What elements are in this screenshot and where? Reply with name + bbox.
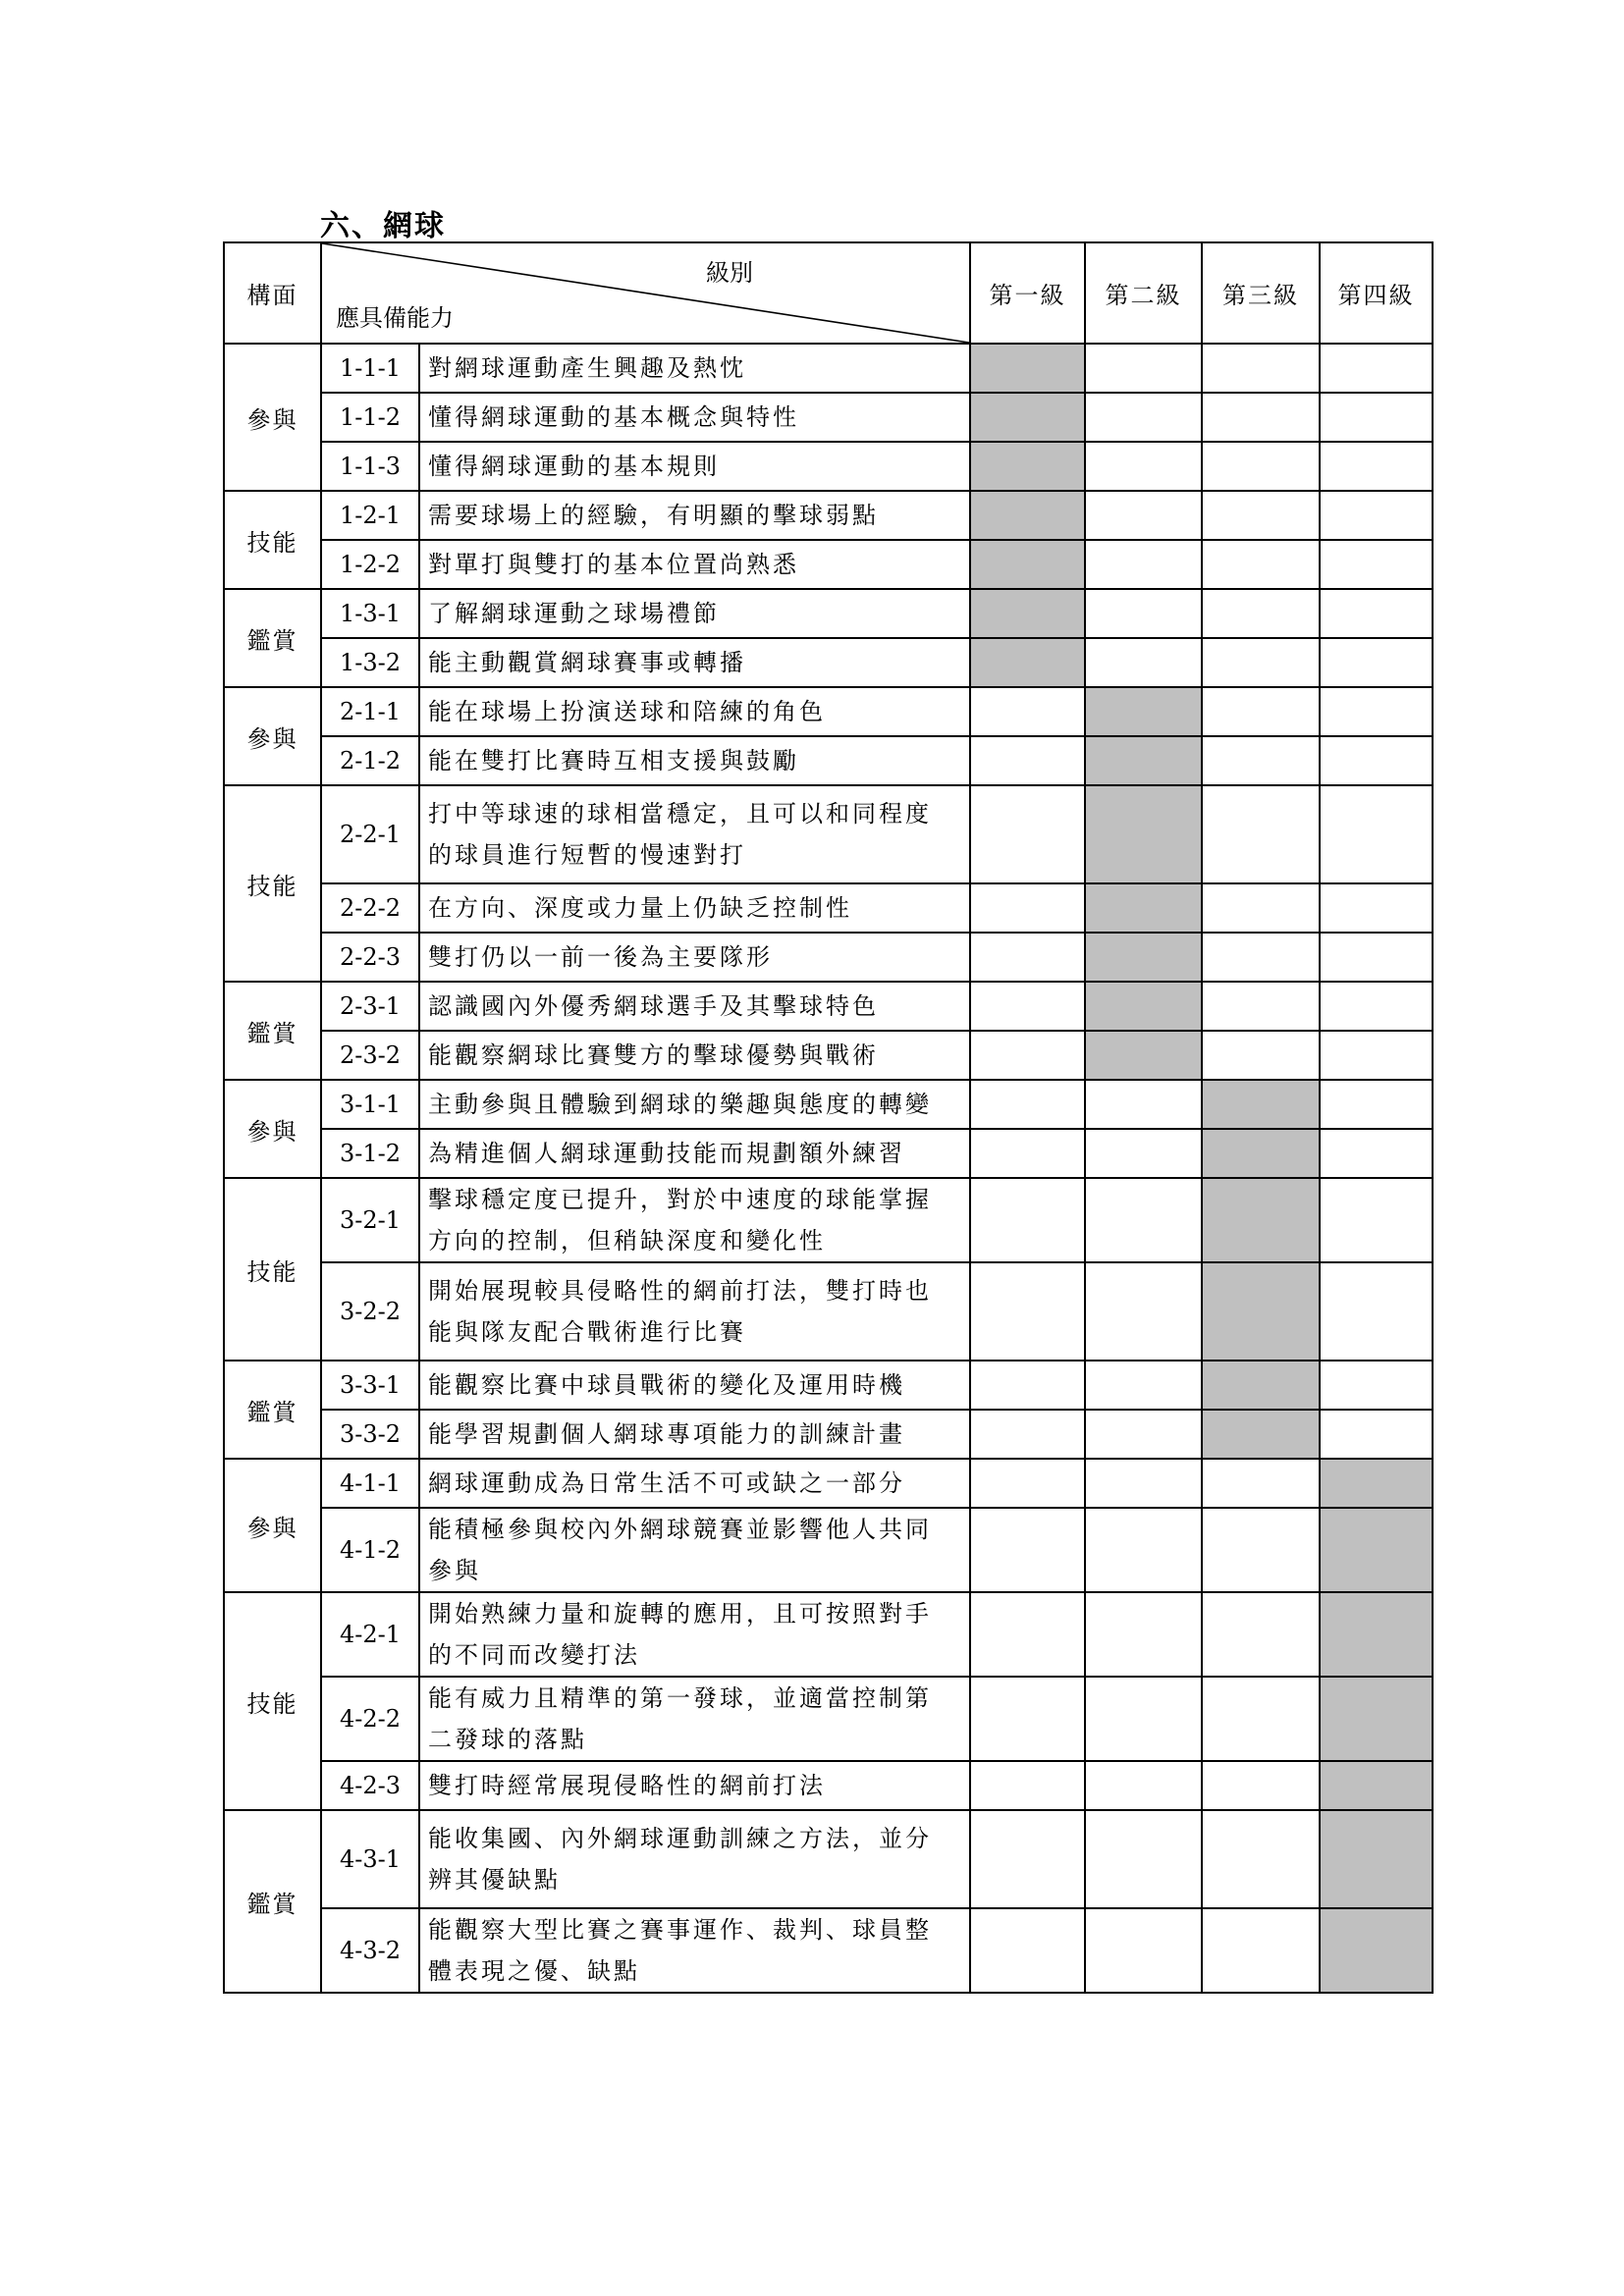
- level-3-cell: [1202, 1459, 1320, 1508]
- ability-code: 1-2-1: [321, 491, 419, 540]
- ability-code: 3-2-2: [321, 1262, 419, 1361]
- level-2-cell: [1085, 1810, 1202, 1908]
- table-row: [224, 638, 1433, 687]
- dimension-cell: 技能: [224, 1592, 321, 1810]
- table-row: [224, 1908, 1433, 1993]
- level-2-cell: [1085, 687, 1202, 736]
- level-1-cell: [970, 638, 1085, 687]
- ability-code: 2-3-2: [321, 1031, 419, 1080]
- level-3-cell: [1202, 589, 1320, 638]
- ability-code: 4-3-2: [321, 1908, 419, 1993]
- ability-description: 雙打仍以一前一後為主要隊形: [419, 933, 970, 982]
- ability-code: 2-1-2: [321, 736, 419, 785]
- ability-description: 對網球運動產生興趣及熱忱: [419, 344, 970, 393]
- level-1-cell: [970, 589, 1085, 638]
- ability-description: 擊球穩定度已提升，對於中速度的球能掌握方向的控制，但稍缺深度和變化性: [419, 1178, 970, 1262]
- level-1-cell: [970, 393, 1085, 442]
- table-row: [224, 883, 1433, 933]
- table-row: [224, 1361, 1433, 1410]
- dimension-cell: 參與: [224, 687, 321, 785]
- table-row: [224, 1508, 1433, 1592]
- header-ability-label: 應具備能力: [336, 304, 454, 332]
- ability-code: 2-3-1: [321, 982, 419, 1031]
- table-row: [224, 1031, 1433, 1080]
- level-4-cell: [1320, 540, 1433, 589]
- header-diagonal-cell: [321, 242, 970, 344]
- table-row: [224, 1459, 1433, 1508]
- level-4-cell: [1320, 687, 1433, 736]
- level-1-cell: [970, 1080, 1085, 1129]
- level-2-cell: [1085, 1908, 1202, 1993]
- level-4-cell: [1320, 1592, 1433, 1677]
- ability-code: 4-1-2: [321, 1508, 419, 1592]
- level-2-cell: [1085, 1410, 1202, 1459]
- ability-description: 能學習規劃個人網球專項能力的訓練計畫: [419, 1410, 970, 1459]
- level-3-cell: [1202, 933, 1320, 982]
- level-1-cell: [970, 1262, 1085, 1361]
- level-3-cell: [1202, 883, 1320, 933]
- level-4-cell: [1320, 1262, 1433, 1361]
- table-row: [224, 1080, 1433, 1129]
- level-3-cell: [1202, 736, 1320, 785]
- level-3-cell: [1202, 1592, 1320, 1677]
- ability-description: 認識國內外優秀網球選手及其擊球特色: [419, 982, 970, 1031]
- level-3-cell: [1202, 442, 1320, 491]
- ability-description: 懂得網球運動的基本概念與特性: [419, 393, 970, 442]
- ability-code: 1-1-3: [321, 442, 419, 491]
- level-4-cell: [1320, 1031, 1433, 1080]
- table-row: [224, 687, 1433, 736]
- level-2-cell: [1085, 442, 1202, 491]
- level-1-cell: [970, 1178, 1085, 1262]
- ability-description: 對單打與雙打的基本位置尚熟悉: [419, 540, 970, 589]
- level-2-cell: [1085, 1361, 1202, 1410]
- level-2-cell: [1085, 883, 1202, 933]
- ability-code: 2-2-2: [321, 883, 419, 933]
- level-1-cell: [970, 1810, 1085, 1908]
- level-4-cell: [1320, 1508, 1433, 1592]
- table-row: [224, 982, 1433, 1031]
- ability-description: 在方向、深度或力量上仍缺乏控制性: [419, 883, 970, 933]
- table-row: [224, 1810, 1433, 1908]
- table-row: [224, 1129, 1433, 1178]
- level-1-cell: [970, 540, 1085, 589]
- header-level-4: 第四級: [1320, 242, 1433, 344]
- level-2-cell: [1085, 638, 1202, 687]
- level-3-cell: [1202, 1262, 1320, 1361]
- ability-description: 能主動觀賞網球賽事或轉播: [419, 638, 970, 687]
- header-level-1: 第一級: [970, 242, 1085, 344]
- level-1-cell: [970, 736, 1085, 785]
- level-2-cell: [1085, 1031, 1202, 1080]
- ability-table: [223, 241, 1434, 1994]
- level-1-cell: [970, 1592, 1085, 1677]
- ability-description: 開始展現較具侵略性的網前打法，雙打時也能與隊友配合戰術進行比賽: [419, 1262, 970, 1361]
- level-2-cell: [1085, 1459, 1202, 1508]
- level-3-cell: [1202, 785, 1320, 883]
- level-1-cell: [970, 491, 1085, 540]
- dimension-cell: 參與: [224, 1080, 321, 1178]
- level-4-cell: [1320, 883, 1433, 933]
- dimension-cell: 參與: [224, 344, 321, 491]
- ability-code: 3-1-2: [321, 1129, 419, 1178]
- level-4-cell: [1320, 589, 1433, 638]
- level-1-cell: [970, 933, 1085, 982]
- ability-code: 1-2-2: [321, 540, 419, 589]
- level-1-cell: [970, 1410, 1085, 1459]
- level-4-cell: [1320, 933, 1433, 982]
- level-4-cell: [1320, 982, 1433, 1031]
- ability-code: 4-2-2: [321, 1677, 419, 1761]
- ability-description: 能觀察大型比賽之賽事運作、裁判、球員整體表現之優、缺點: [419, 1908, 970, 1993]
- ability-code: 1-1-2: [321, 393, 419, 442]
- level-2-cell: [1085, 1761, 1202, 1810]
- level-4-cell: [1320, 1410, 1433, 1459]
- level-1-cell: [970, 1459, 1085, 1508]
- ability-code: 4-1-1: [321, 1459, 419, 1508]
- level-3-cell: [1202, 1810, 1320, 1908]
- ability-code: 3-2-1: [321, 1178, 419, 1262]
- level-1-cell: [970, 883, 1085, 933]
- level-3-cell: [1202, 687, 1320, 736]
- level-2-cell: [1085, 393, 1202, 442]
- level-4-cell: [1320, 785, 1433, 883]
- level-2-cell: [1085, 491, 1202, 540]
- table-row: [224, 589, 1433, 638]
- level-4-cell: [1320, 638, 1433, 687]
- level-2-cell: [1085, 1677, 1202, 1761]
- ability-description: 能觀察網球比賽雙方的擊球優勢與戰術: [419, 1031, 970, 1080]
- level-3-cell: [1202, 1761, 1320, 1810]
- level-1-cell: [970, 344, 1085, 393]
- ability-description: 能在球場上扮演送球和陪練的角色: [419, 687, 970, 736]
- level-3-cell: [1202, 344, 1320, 393]
- level-4-cell: [1320, 1810, 1433, 1908]
- level-2-cell: [1085, 540, 1202, 589]
- ability-code: 3-3-1: [321, 1361, 419, 1410]
- ability-code: 2-2-3: [321, 933, 419, 982]
- dimension-cell: 參與: [224, 1459, 321, 1592]
- level-4-cell: [1320, 1178, 1433, 1262]
- ability-description: 懂得網球運動的基本規則: [419, 442, 970, 491]
- level-3-cell: [1202, 982, 1320, 1031]
- table-row: [224, 393, 1433, 442]
- ability-code: 1-3-1: [321, 589, 419, 638]
- level-3-cell: [1202, 638, 1320, 687]
- level-2-cell: [1085, 1592, 1202, 1677]
- table-row: [224, 491, 1433, 540]
- level-1-cell: [970, 1508, 1085, 1592]
- ability-code: 2-2-1: [321, 785, 419, 883]
- dimension-cell: 技能: [224, 491, 321, 589]
- ability-description: 為精進個人網球運動技能而規劃額外練習: [419, 1129, 970, 1178]
- ability-code: 1-3-2: [321, 638, 419, 687]
- level-2-cell: [1085, 1129, 1202, 1178]
- ability-code: 3-3-2: [321, 1410, 419, 1459]
- level-3-cell: [1202, 1129, 1320, 1178]
- table-row: [224, 1178, 1433, 1262]
- ability-description: 雙打時經常展現侵略性的網前打法: [419, 1761, 970, 1810]
- dimension-cell: 技能: [224, 785, 321, 982]
- level-1-cell: [970, 1031, 1085, 1080]
- level-1-cell: [970, 1361, 1085, 1410]
- level-3-cell: [1202, 1031, 1320, 1080]
- table-row: [224, 785, 1433, 883]
- level-4-cell: [1320, 1761, 1433, 1810]
- level-4-cell: [1320, 1908, 1433, 1993]
- level-2-cell: [1085, 1178, 1202, 1262]
- level-2-cell: [1085, 589, 1202, 638]
- ability-code: 1-1-1: [321, 344, 419, 393]
- level-3-cell: [1202, 1361, 1320, 1410]
- level-4-cell: [1320, 442, 1433, 491]
- level-2-cell: [1085, 1508, 1202, 1592]
- table-row: [224, 1592, 1433, 1677]
- level-3-cell: [1202, 1677, 1320, 1761]
- table-row: [224, 1761, 1433, 1810]
- level-3-cell: [1202, 491, 1320, 540]
- table-row: [224, 442, 1433, 491]
- ability-description: 能積極參與校內外網球競賽並影響他人共同參與: [419, 1508, 970, 1592]
- dimension-cell: 鑑賞: [224, 589, 321, 687]
- dimension-cell: 鑑賞: [224, 982, 321, 1080]
- level-2-cell: [1085, 785, 1202, 883]
- ability-code: 4-3-1: [321, 1810, 419, 1908]
- level-4-cell: [1320, 1080, 1433, 1129]
- ability-description: 開始熟練力量和旋轉的應用，且可按照對手的不同而改變打法: [419, 1592, 970, 1677]
- table-row: [224, 736, 1433, 785]
- level-2-cell: [1085, 1262, 1202, 1361]
- level-3-cell: [1202, 1908, 1320, 1993]
- level-1-cell: [970, 1761, 1085, 1810]
- ability-description: 了解網球運動之球場禮節: [419, 589, 970, 638]
- ability-description: 能觀察比賽中球員戰術的變化及運用時機: [419, 1361, 970, 1410]
- ability-description: 能在雙打比賽時互相支援與鼓勵: [419, 736, 970, 785]
- ability-description: 能收集國、內外網球運動訓練之方法，並分辨其優缺點: [419, 1810, 970, 1908]
- table-row: [224, 344, 1433, 393]
- page-title: 六、網球: [320, 209, 446, 243]
- level-4-cell: [1320, 491, 1433, 540]
- ability-code: 3-1-1: [321, 1080, 419, 1129]
- level-2-cell: [1085, 933, 1202, 982]
- ability-description: 網球運動成為日常生活不可或缺之一部分: [419, 1459, 970, 1508]
- level-4-cell: [1320, 1361, 1433, 1410]
- level-4-cell: [1320, 1677, 1433, 1761]
- level-4-cell: [1320, 1129, 1433, 1178]
- level-1-cell: [970, 785, 1085, 883]
- ability-code: 4-2-3: [321, 1761, 419, 1810]
- level-4-cell: [1320, 1459, 1433, 1508]
- level-3-cell: [1202, 393, 1320, 442]
- level-3-cell: [1202, 1080, 1320, 1129]
- level-1-cell: [970, 442, 1085, 491]
- level-3-cell: [1202, 1410, 1320, 1459]
- level-2-cell: [1085, 736, 1202, 785]
- table-row: [224, 1262, 1433, 1361]
- table-row: [224, 1410, 1433, 1459]
- ability-description: 主動參與且體驗到網球的樂趣與態度的轉變: [419, 1080, 970, 1129]
- table-row: [224, 540, 1433, 589]
- level-1-cell: [970, 982, 1085, 1031]
- header-dimension: 構面: [224, 242, 321, 344]
- level-3-cell: [1202, 1178, 1320, 1262]
- ability-description: 能有威力且精準的第一發球，並適當控制第二發球的落點: [419, 1677, 970, 1761]
- level-3-cell: [1202, 540, 1320, 589]
- dimension-cell: 技能: [224, 1178, 321, 1361]
- level-4-cell: [1320, 393, 1433, 442]
- ability-code: 2-1-1: [321, 687, 419, 736]
- dimension-cell: 鑑賞: [224, 1810, 321, 1993]
- ability-description: 需要球場上的經驗，有明顯的擊球弱點: [419, 491, 970, 540]
- header-level-3: 第三級: [1202, 242, 1320, 344]
- table-row: [224, 933, 1433, 982]
- level-1-cell: [970, 687, 1085, 736]
- level-4-cell: [1320, 344, 1433, 393]
- header-level-label: 級別: [706, 259, 753, 287]
- level-1-cell: [970, 1908, 1085, 1993]
- header-row: [224, 242, 1433, 344]
- level-3-cell: [1202, 1508, 1320, 1592]
- table-row: [224, 1677, 1433, 1761]
- header-level-2: 第二級: [1085, 242, 1202, 344]
- dimension-cell: 鑑賞: [224, 1361, 321, 1459]
- level-2-cell: [1085, 344, 1202, 393]
- level-1-cell: [970, 1129, 1085, 1178]
- level-1-cell: [970, 1677, 1085, 1761]
- level-2-cell: [1085, 982, 1202, 1031]
- ability-code: 4-2-1: [321, 1592, 419, 1677]
- level-2-cell: [1085, 1080, 1202, 1129]
- level-4-cell: [1320, 736, 1433, 785]
- ability-description: 打中等球速的球相當穩定，且可以和同程度的球員進行短暫的慢速對打: [419, 785, 970, 883]
